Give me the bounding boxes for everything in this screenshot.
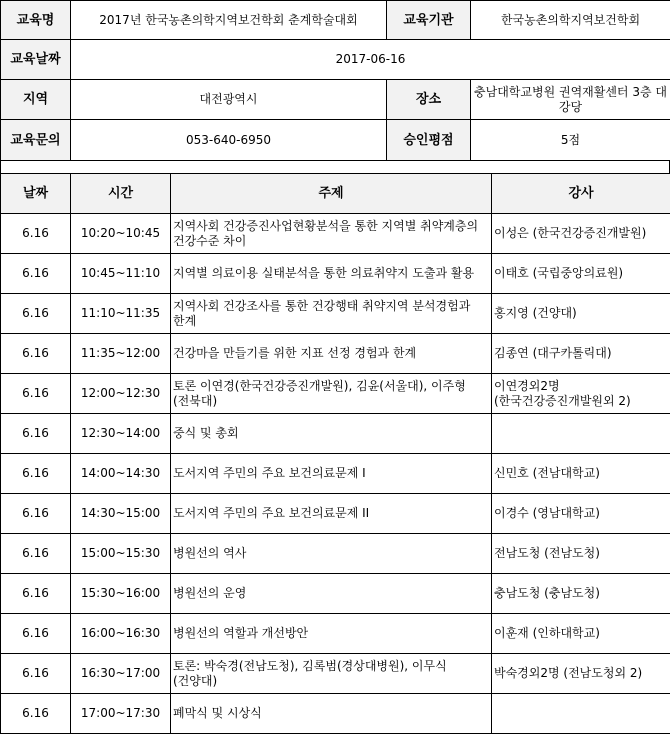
table-row xyxy=(1,694,670,734)
course-name-label: 교육명 xyxy=(1,1,71,40)
row-date: 6.16 xyxy=(1,494,71,534)
row-speaker: 박숙경외2명 (전남도청외 2) xyxy=(492,654,670,694)
row-time: 16:30~17:00 xyxy=(71,654,171,694)
row-date: 6.16 xyxy=(1,454,71,494)
row-date: 6.16 xyxy=(1,694,71,734)
row-time: 14:00~14:30 xyxy=(71,454,171,494)
course-region-label: 지역 xyxy=(1,80,71,120)
table-row xyxy=(1,254,670,294)
schedule-header-time: 시간 xyxy=(71,174,171,214)
row-speaker: 이연경외2명 (한국건강증진개발원외 2) xyxy=(492,374,670,414)
table-row xyxy=(1,494,670,534)
row-date: 6.16 xyxy=(1,534,71,574)
row-speaker xyxy=(492,694,670,734)
row-topic: 토론: 박숙경(전남도청), 김록범(경상대병원), 이무식(건양대) xyxy=(171,654,492,694)
row-topic: 폐막식 및 시상식 xyxy=(171,694,492,734)
row-date: 6.16 xyxy=(1,654,71,694)
table-row xyxy=(1,414,670,454)
table-spacer xyxy=(0,160,670,173)
row-date: 6.16 xyxy=(1,374,71,414)
course-date-label: 교육날짜 xyxy=(1,40,71,80)
row-topic: 지역별 의료이용 실태분석을 통한 의료취약지 도출과 활용 xyxy=(171,254,492,294)
course-region-value: 대전광역시 xyxy=(71,80,387,120)
row-time: 10:45~11:10 xyxy=(71,254,171,294)
row-time: 14:30~15:00 xyxy=(71,494,171,534)
row-speaker: 이훈재 (인하대학교) xyxy=(492,614,670,654)
row-date: 6.16 xyxy=(1,614,71,654)
row-time: 15:30~16:00 xyxy=(71,574,171,614)
course-credit-label: 승인평점 xyxy=(387,120,471,161)
row-time: 12:30~14:00 xyxy=(71,414,171,454)
row-topic: 병원선의 운영 xyxy=(171,574,492,614)
row-speaker: 신민호 (전남대학교) xyxy=(492,454,670,494)
row-topic: 중식 및 총회 xyxy=(171,414,492,454)
schedule-header-topic: 주제 xyxy=(171,174,492,214)
schedule-table xyxy=(0,173,670,734)
row-speaker: 김종연 (대구카톨릭대) xyxy=(492,334,670,374)
row-speaker: 이성은 (한국건강증진개발원) xyxy=(492,214,670,254)
row-topic: 도서지역 주민의 주요 보건의료문제 II xyxy=(171,494,492,534)
row-speaker: 전남도청 (전남도청) xyxy=(492,534,670,574)
table-row xyxy=(1,294,670,334)
row-date: 6.16 xyxy=(1,254,71,294)
row-time: 17:00~17:30 xyxy=(71,694,171,734)
row-topic: 건강마을 만들기를 위한 지표 선정 경험과 한계 xyxy=(171,334,492,374)
row-date: 6.16 xyxy=(1,334,71,374)
row-time: 10:20~10:45 xyxy=(71,214,171,254)
schedule-header-speaker: 강사 xyxy=(492,174,670,214)
row-time: 11:10~11:35 xyxy=(71,294,171,334)
row-date: 6.16 xyxy=(1,414,71,454)
row-date: 6.16 xyxy=(1,574,71,614)
row-speaker: 충남도청 (충남도청) xyxy=(492,574,670,614)
row-speaker: 홍지영 (건양대) xyxy=(492,294,670,334)
row-topic: 토론 이연경(한국건강증진개발원), 김윤(서울대), 이주형(전북대) xyxy=(171,374,492,414)
course-contact-value: 053-640-6950 xyxy=(71,120,387,161)
course-name-value: 2017년 한국농촌의학지역보건학회 춘계학술대회 xyxy=(71,1,387,40)
row-time: 11:35~12:00 xyxy=(71,334,171,374)
table-row xyxy=(1,374,670,414)
row-topic: 지역사회 건강조사를 통한 건강행태 취약지역 분석경험과 한계 xyxy=(171,294,492,334)
course-date-value: 2017-06-16 xyxy=(71,40,670,80)
course-place-value: 충남대학교병원 권역재활센터 3층 대강당 xyxy=(471,80,670,120)
table-row xyxy=(1,574,670,614)
table-row xyxy=(1,214,670,254)
table-row xyxy=(1,534,670,574)
row-time: 15:00~15:30 xyxy=(71,534,171,574)
row-time: 12:00~12:30 xyxy=(71,374,171,414)
course-org-value: 한국농촌의학지역보건학회 xyxy=(471,1,670,40)
row-speaker xyxy=(492,414,670,454)
table-row xyxy=(1,334,670,374)
table-row xyxy=(1,654,670,694)
row-topic: 지역사회 건강증진사업현황분석을 통한 지역별 취약계층의 건강수준 차이 xyxy=(171,214,492,254)
row-time: 16:00~16:30 xyxy=(71,614,171,654)
row-speaker: 이경수 (영남대학교) xyxy=(492,494,670,534)
schedule-header-date: 날짜 xyxy=(1,174,71,214)
course-contact-label: 교육문의 xyxy=(1,120,71,161)
course-place-label: 장소 xyxy=(387,80,471,120)
course-credit-value: 5점 xyxy=(471,120,670,161)
row-speaker: 이태호 (국립중앙의료원) xyxy=(492,254,670,294)
row-topic: 병원선의 역할과 개선방안 xyxy=(171,614,492,654)
course-info-table xyxy=(0,0,670,161)
row-topic: 도서지역 주민의 주요 보건의료문제 I xyxy=(171,454,492,494)
row-topic: 병원선의 역사 xyxy=(171,534,492,574)
row-date: 6.16 xyxy=(1,214,71,254)
table-row xyxy=(1,614,670,654)
table-row xyxy=(1,454,670,494)
row-date: 6.16 xyxy=(1,294,71,334)
course-org-label: 교육기관 xyxy=(387,1,471,40)
